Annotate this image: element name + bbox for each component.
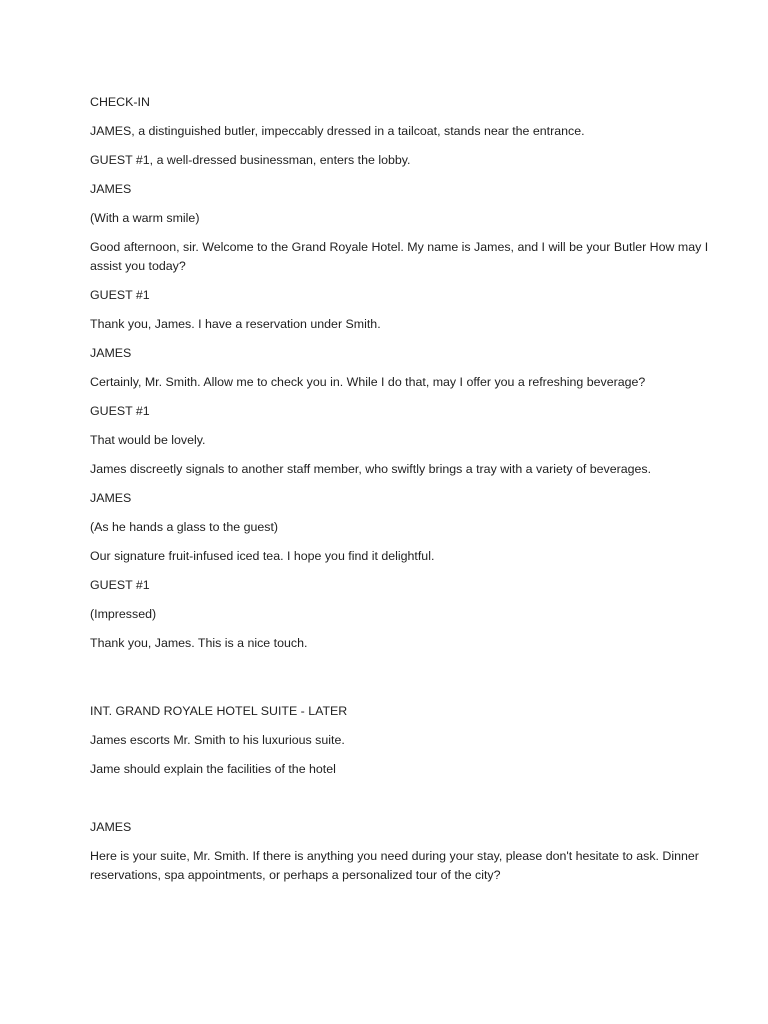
action-line: James discreetly signals to another staff member, who swiftly brings a tray with a variety of beverages. bbox=[90, 462, 652, 476]
dialogue-line: Our signature fruit-infused iced tea. I hope you find it delightful. bbox=[90, 549, 435, 563]
action-line: James escorts Mr. Smith to his luxurious suite. bbox=[90, 733, 345, 747]
character-name: GUEST #1 bbox=[90, 404, 150, 418]
parenthetical: (As he hands a glass to the guest) bbox=[90, 520, 279, 534]
dialogue-line: Thank you, James. I have a reservation under Smith. bbox=[90, 317, 381, 331]
dialogue-line: Thank you, James. This is a nice touch. bbox=[90, 636, 308, 650]
dialogue-line: Certainly, Mr. Smith. Allow me to check you in. While I do that, may I offer you a refreshing beverage? bbox=[90, 375, 646, 389]
character-name: GUEST #1 bbox=[90, 578, 150, 592]
action-line: JAMES, a distinguished butler, impeccably dressed in a tailcoat, stands near the entrance. bbox=[90, 124, 585, 138]
scene-heading-check-in: CHECK-IN bbox=[90, 95, 150, 109]
scene-heading-suite: INT. GRAND ROYALE HOTEL SUITE - LATER bbox=[90, 704, 348, 718]
character-name: GUEST #1 bbox=[90, 288, 150, 302]
action-line: GUEST #1, a well-dressed businessman, enters the lobby. bbox=[90, 153, 411, 167]
parenthetical: (With a warm smile) bbox=[90, 211, 200, 225]
dialogue-line: Here is your suite, Mr. Smith. If there is anything you need during your stay, please don't hesitate to ask. Dinner reservations, spa appointments, or perhaps a personalized tour of the city? bbox=[90, 849, 699, 882]
parenthetical: (Impressed) bbox=[90, 607, 157, 621]
character-name: JAMES bbox=[90, 182, 132, 196]
dialogue-line: Good afternoon, sir. Welcome to the Grand Royale Hotel. My name is James, and I will be your Butler How may I assist you today? bbox=[90, 240, 709, 273]
dialogue-line: That would be lovely. bbox=[90, 433, 206, 447]
script-body bbox=[90, 93, 710, 895]
note-line: Jame should explain the facilities of the hotel bbox=[90, 762, 336, 776]
character-name: JAMES bbox=[90, 820, 132, 834]
character-name: JAMES bbox=[90, 491, 132, 505]
character-name: JAMES bbox=[90, 346, 132, 360]
